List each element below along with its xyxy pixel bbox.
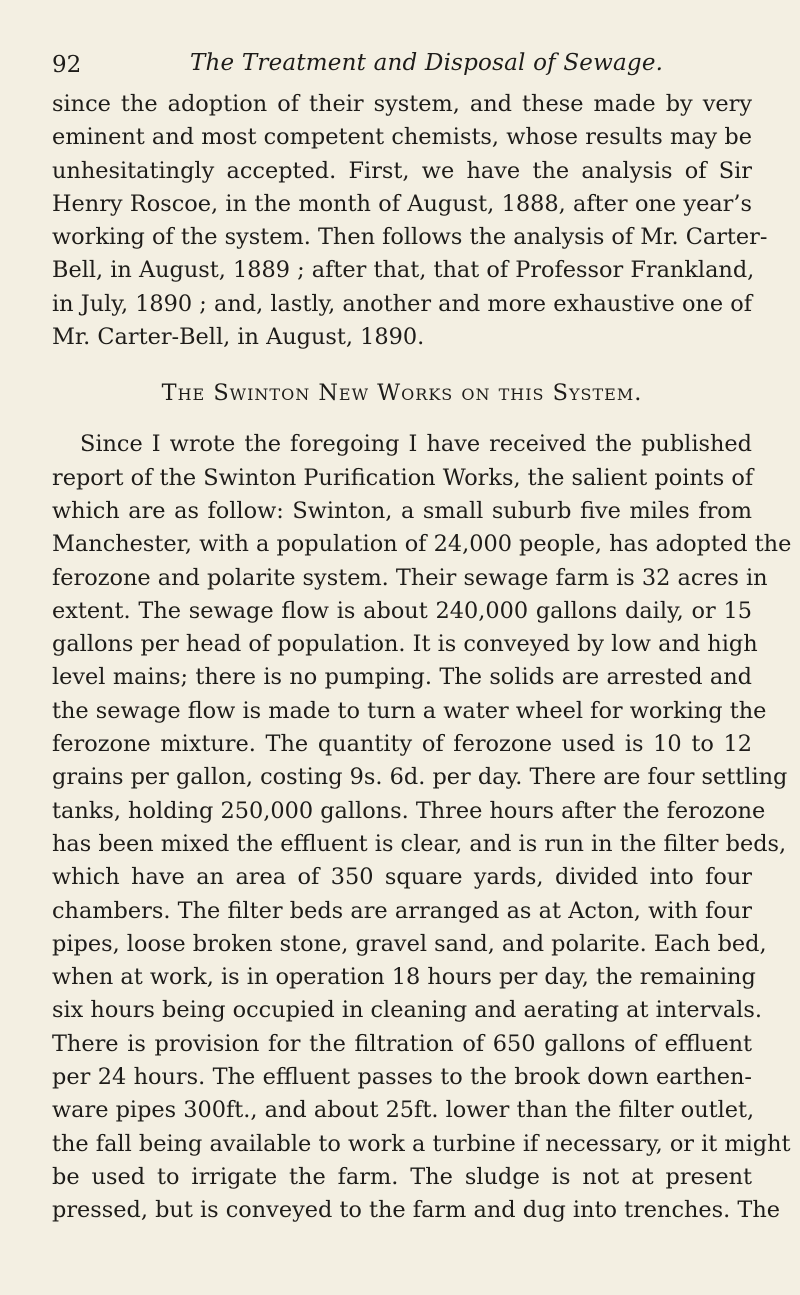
text-line: in July, 1890 ; and, lastly, another and more exhaustive one of (52, 290, 752, 317)
text-line: six hours being occupied in cleaning and aerating at intervals. (52, 997, 762, 1024)
text-line: tanks, holding 250,000 gallons. Three hours after the ferozone (52, 797, 766, 824)
text-line: gallons per head of population. It is conveyed by low and high (52, 631, 758, 658)
running-title: The Treatment and Disposal of Sewage. (190, 50, 664, 76)
page-header (52, 48, 752, 88)
text-line: Manchester, with a population of 24,000 people, has adopted the (52, 531, 792, 558)
text-line: which are as follow: Swinton, a small suburb five miles from (52, 497, 752, 524)
text-line: ferozone and polarite system. Their sewage farm is 32 acres in (52, 564, 768, 591)
text-line: grains per gallon, costing 9s. 6d. per day. There are four settling (52, 764, 788, 791)
text-line: chambers. The filter beds are arranged as at Acton, with four (52, 897, 752, 924)
text-line: working of the system. Then follows the analysis of Mr. Carter- (52, 224, 768, 251)
text-line: Since I wrote the foregoing I have received the published (80, 431, 752, 458)
text-line: ferozone mixture. The quantity of ferozone used is 10 to 12 (52, 731, 752, 758)
text-line: when at work, is in operation 18 hours per day, the remaining (52, 964, 756, 991)
text-line: ware pipes 300ft., and about 25ft. lower than the filter outlet, (52, 1097, 755, 1124)
text-line: Bell, in August, 1889 ; after that, that of Professor Frankland, (52, 257, 755, 284)
text-line: extent. The sewage flow is about 240,000 gallons daily, or 15 (52, 597, 752, 624)
text-line: per 24 hours. The effluent passes to the brook down earthen- (52, 1064, 752, 1091)
page-number: 92 (52, 52, 82, 78)
section-heading: The Swinton New Works on this System. (161, 380, 643, 407)
text-line: be used to irrigate the farm. The sludge is not at present (52, 1163, 752, 1190)
text-line: report of the Swinton Purification Works, the salient points of (52, 464, 754, 491)
text-line: the fall being available to work a turbine if necessary, or it might (52, 1130, 791, 1157)
text-line: Mr. Carter-Bell, in August, 1890. (52, 324, 425, 351)
text-line: Henry Roscoe, in the month of August, 1888, after one year’s (52, 190, 752, 217)
text-line: pressed, but is conveyed to the farm and dug into trenches. The (52, 1197, 781, 1224)
text-line: eminent and most competent chemists, whose results may be (52, 124, 752, 151)
paragraph-swinton-works (52, 428, 792, 1227)
paragraph-analyses (52, 88, 768, 354)
text-line: unhesitatingly accepted. First, we have the analysis of Sir (52, 157, 752, 184)
book-page (52, 48, 792, 1228)
text-line: level mains; there is no pumping. The solids are arrested and (52, 664, 752, 691)
text-line: has been mixed the effluent is clear, and is run in the filter beds, (52, 830, 787, 857)
text-line: since the adoption of their system, and these made by very (52, 91, 752, 117)
text-line: There is provision for the filtration of 650 gallons of effluent (52, 1030, 752, 1057)
text-line: which have an area of 350 square yards, divided into four (52, 864, 752, 891)
text-line: pipes, loose broken stone, gravel sand, and polarite. Each bed, (52, 930, 767, 957)
text-line: the sewage flow is made to turn a water wheel for working the (52, 697, 767, 724)
